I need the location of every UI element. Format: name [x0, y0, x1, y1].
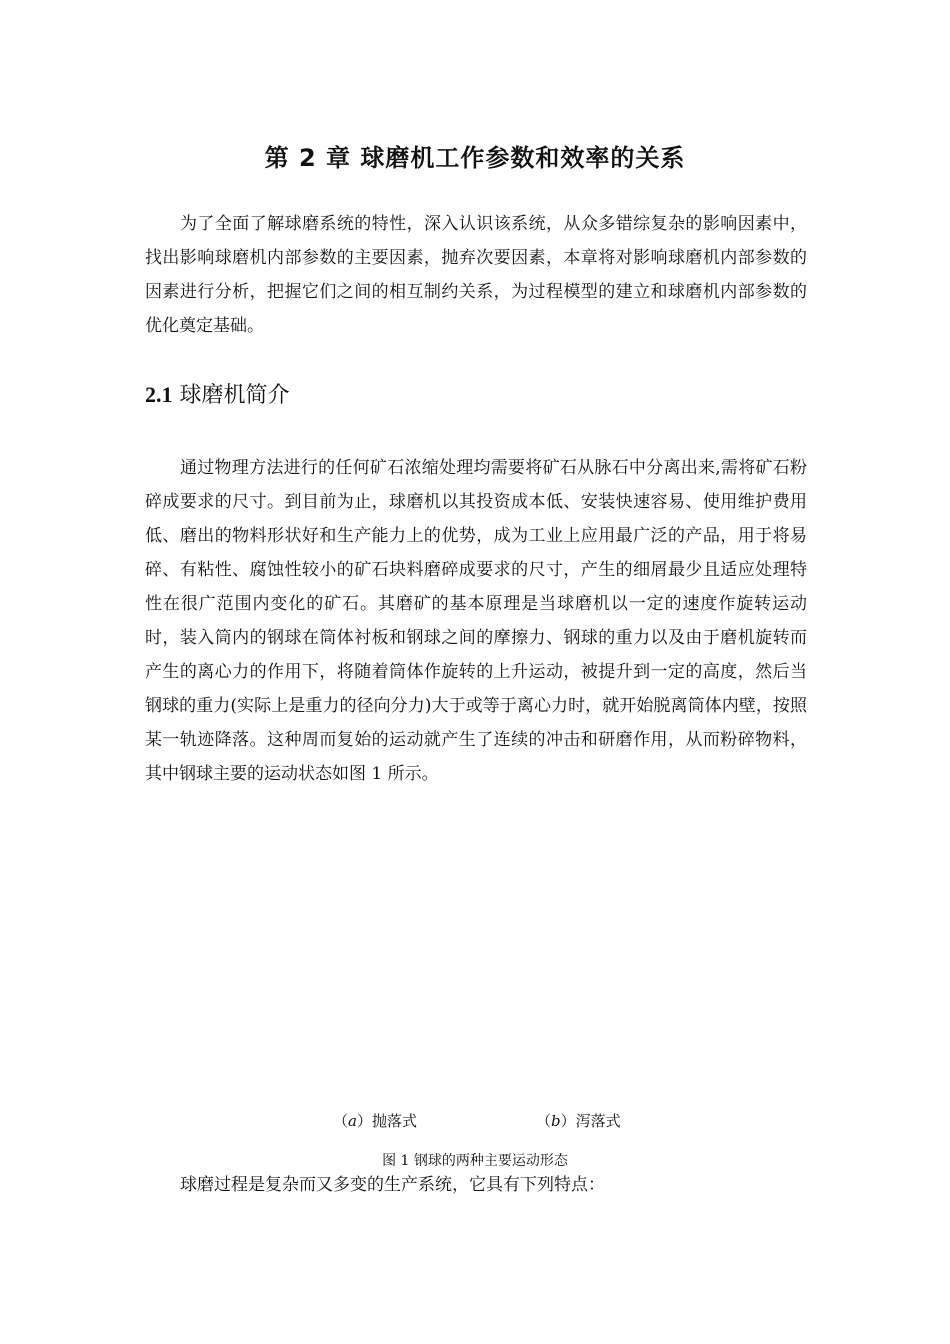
subcaption-a-close: ）	[356, 1112, 372, 1130]
subcaption-b-letter: b	[551, 1112, 561, 1130]
subcaption-a-letter: a	[348, 1112, 357, 1130]
subcaption-b-close: ）	[560, 1112, 576, 1130]
chapter-title: 第 2 章 球磨机工作参数和效率的关系	[264, 144, 686, 172]
figure-subcaption-a	[333, 1110, 417, 1131]
section-title-text: 球磨机简介	[179, 383, 290, 408]
subcaption-a-open: （	[333, 1112, 349, 1130]
main-paragraph: 通过物理方法进行的任何矿石浓缩处理均需要将矿石从脉石中分离出来,需将矿石粉碎成要求的尺寸。到目前为止，球磨机以其投资成本低、安装快速容易、使用维护费用低、磨出的物料形状好和生产能力上的优势，成为工业上应用最广泛的产品，用于将易碎、有粘性、腐蚀性较小的矿石块料磨碎成要求的尺寸，产生的细屑最少且适应处理特性在很广范围内变化的矿石。其磨矿的基本原理是当球磨机以一定的速度作旋转运动时，装入筒内的钢球在筒体衬板和钢球之间的摩擦力、钢球的重力以及由于磨机旋转而产生的离心力的作用下，将随着筒体作旋转的上升运动，被提升到一定的高度，然后当钢球的重力(实际上是重力的径向分力)大于或等于离心力时，就开始脱离筒体内壁，按照某一轨迹降落。这种周而复始的运动就产生了连续的冲击和研磨作用，从而粉碎物料，其中钢球主要的运动状态如图 1 所示。	[145, 458, 807, 784]
subcaption-b-label: 泻落式	[575, 1112, 621, 1130]
last-paragraph: 球磨过程是复杂而又多变的生产系统，它具有下列特点：	[180, 1175, 605, 1195]
figure-caption: 图 1 钢球的两种主要运动形态	[382, 1153, 568, 1169]
subcaption-b-open: （	[536, 1112, 552, 1130]
figure-subcaption-b	[536, 1110, 621, 1131]
intro-paragraph: 为了全面了解球磨系统的特性，深入认识该系统，从众多错综复杂的影响因素中，找出影响球磨机内部参数的主要因素，抛弃次要因素，本章将对影响球磨机内部参数的因素进行分析，把握它们之间的相互制约关系，为过程模型的建立和球磨机内部参数的优化奠定基础。	[145, 214, 807, 336]
section-number: 2.1	[145, 382, 173, 407]
section-heading	[145, 378, 290, 409]
subcaption-a-label: 抛落式	[371, 1112, 417, 1130]
